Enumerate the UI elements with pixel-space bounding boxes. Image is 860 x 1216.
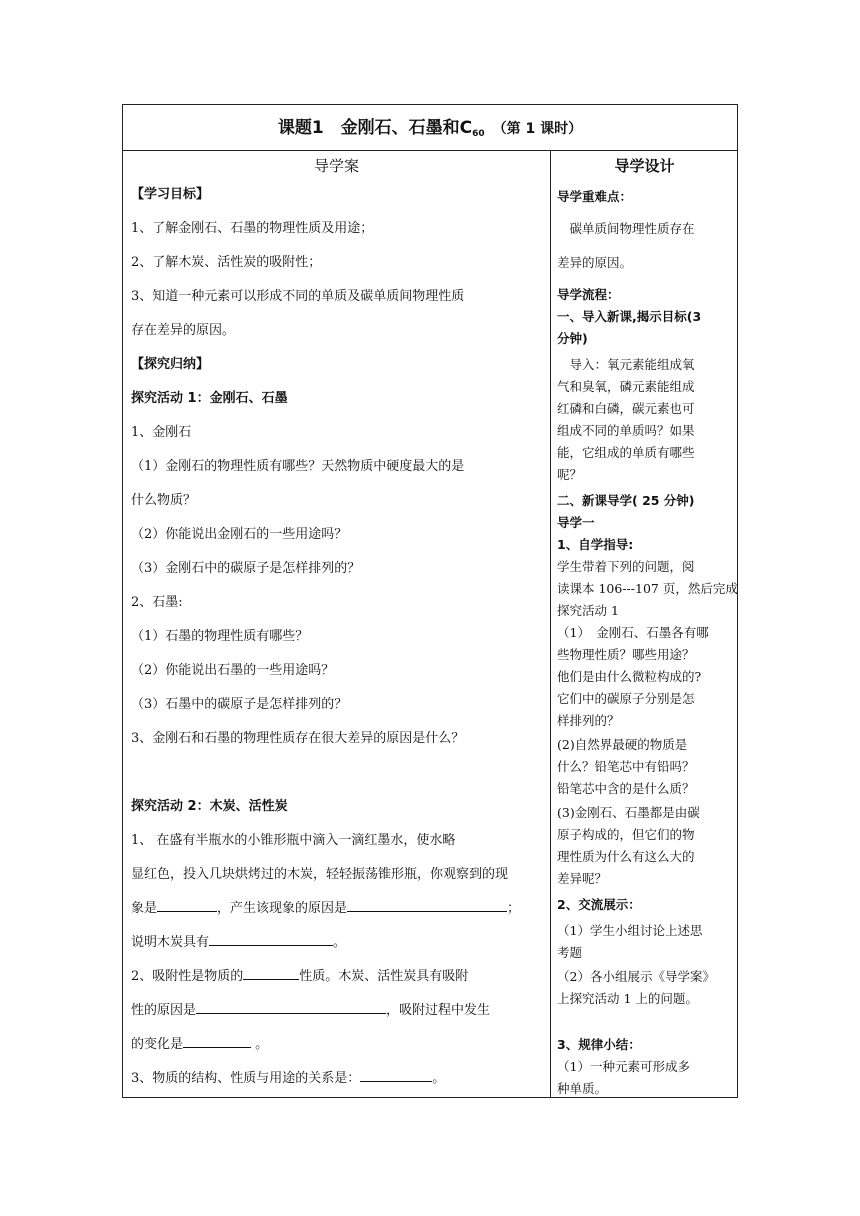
text-line: 红磷和白磷，碳元素也可: [557, 401, 695, 416]
section-heading: 导学一: [557, 515, 595, 530]
text-line: 铅笔芯中含的是什么质？: [557, 781, 695, 796]
text-line: （1）一种元素可形成多: [557, 1059, 690, 1074]
fill-blank-line: 2、吸附性是物质的 性质。木炭、活性炭具有吸附: [131, 969, 469, 984]
text-line: （2）各小组展示《导学案》: [557, 969, 715, 984]
text-line: (3)金刚石、石墨都是由碳: [557, 805, 700, 820]
section-heading: 分钟): [557, 331, 588, 346]
text-line: 探究活动 1: [557, 603, 619, 618]
text-line: （3）金刚石中的碳原子是怎样排列的？: [131, 561, 361, 576]
section-heading: 导学重难点：: [557, 189, 633, 204]
section-heading: 【学习目标】: [131, 187, 210, 202]
text-line: 原子构成的，但它们的物: [557, 827, 695, 842]
text-line: 碳单质间物理性质存在: [557, 221, 695, 236]
text-line: 显红色，投入几块烘烤过的木炭，轻轻振荡锥形瓶，你观察到的现: [131, 867, 509, 882]
text-line: 1、金刚石: [131, 425, 192, 440]
section-heading: 【探究归纳】: [131, 357, 210, 372]
text-line: 2、石墨:: [131, 595, 183, 610]
text-line: 上探究活动 1 上的问题。: [557, 991, 698, 1006]
fill-blank-line: 3、物质的结构、性质与用途的关系是： 。: [131, 1071, 446, 1086]
lesson-title-period: （第 1 课时）: [492, 121, 583, 137]
lesson-title-main: 课题1 金刚石、石墨和C: [277, 118, 473, 138]
section-heading: 3、规律小结：: [557, 1037, 641, 1052]
answer-blank[interactable]: [196, 1002, 386, 1014]
activity-heading: 探究活动 1：金刚石、石墨: [131, 391, 288, 406]
text-line: 导入：氧元素能组成氧: [557, 357, 695, 372]
text-line: 存在差异的原因。: [131, 323, 236, 338]
lesson-plan-table: [122, 104, 738, 1098]
text-line: 什么？铅笔芯中有铅吗？: [557, 759, 695, 774]
text-line: 1、了解金刚石、石墨的物理性质及用途；: [131, 221, 374, 236]
fill-blank-line: 的变化是 。: [131, 1037, 269, 1052]
text-line: 它们中的碳原子分别是怎: [557, 691, 695, 706]
section-heading: 1、自学指导:: [557, 537, 634, 552]
text-line: （1） 金刚石、石墨各有哪: [557, 625, 709, 640]
text-line: 他们是由什么微粒构成的?: [557, 669, 702, 684]
text-line: 什么物质？: [131, 493, 197, 508]
fill-blank-line: 象是 ，产生该现象的原因是 ；: [131, 901, 521, 916]
text-line: （2）你能说出金刚石的一些用途吗？: [131, 527, 348, 542]
lesson-title: [123, 105, 737, 151]
study-guide-header: 导学案: [313, 157, 359, 175]
text-line: (2)自然界最硬的物质是: [557, 737, 688, 752]
activity-heading: 探究活动 2：木炭、活性炭: [131, 799, 288, 814]
answer-blank[interactable]: [209, 934, 333, 946]
study-guide-column: [123, 151, 550, 1097]
text-line: （1）金刚石的物理性质有哪些？天然物质中硬度最大的是: [131, 459, 465, 474]
fill-blank-line: 性的原因是 ，吸附过程中发生: [131, 1003, 491, 1018]
section-heading: 2、交流展示：: [557, 897, 641, 912]
answer-blank[interactable]: [360, 1070, 432, 1082]
fill-blank-line: 说明木炭具有 。: [131, 935, 347, 950]
answer-blank[interactable]: [183, 1036, 251, 1048]
teaching-design-header: 导学设计: [614, 157, 675, 175]
text-line: 3、知道一种元素可以形成不同的单质及碳单质间物理性质: [131, 289, 465, 304]
text-line: 差异的原因。: [557, 255, 633, 270]
text-line: 些物理性质？哪些用途？: [557, 647, 695, 662]
answer-blank[interactable]: [157, 900, 217, 912]
text-line: 读课本 106---107 页，然后完成: [557, 581, 738, 596]
text-line: （1）学生小组讨论上述思: [557, 923, 703, 938]
text-line: （2）你能说出石墨的一些用途吗？: [131, 663, 335, 678]
section-heading: 导学流程：: [557, 287, 620, 302]
teaching-design-column: [551, 151, 738, 1097]
text-line: （3）石墨中的碳原子是怎样排列的？: [131, 697, 348, 712]
text-line: （1）石墨的物理性质有哪些？: [131, 629, 309, 644]
text-line: 考题: [557, 945, 583, 960]
text-line: 组成不同的单质吗？如果: [557, 423, 695, 438]
text-line: 能，它组成的单质有哪些: [557, 445, 695, 460]
text-line: 3、金刚石和石墨的物理性质存在很大差异的原因是什么？: [131, 731, 465, 746]
text-line: 2、了解木炭、活性炭的吸附性；: [131, 255, 322, 270]
text-line: 1、 在盛有半瓶水的小锥形瓶中滴入一滴红墨水，使水略: [131, 833, 456, 848]
section-heading: 二、新课导学( 25 分钟): [557, 493, 695, 508]
text-line: 种单质。: [557, 1081, 608, 1096]
section-heading: 一、导入新课,揭示目标(3: [557, 309, 702, 324]
text-line: 理性质为什么有这么大的: [557, 849, 695, 864]
lesson-title-subscript: 60: [472, 129, 485, 139]
text-line: 差异呢？: [557, 871, 608, 886]
answer-blank[interactable]: [243, 968, 299, 980]
text-line: 气和臭氧，磷元素能组成: [557, 379, 695, 394]
text-line: 学生带着下列的问题，阅: [557, 559, 695, 574]
text-line: 呢？: [557, 467, 583, 482]
answer-blank[interactable]: [347, 900, 507, 912]
text-line: 样排列的？: [557, 713, 620, 728]
